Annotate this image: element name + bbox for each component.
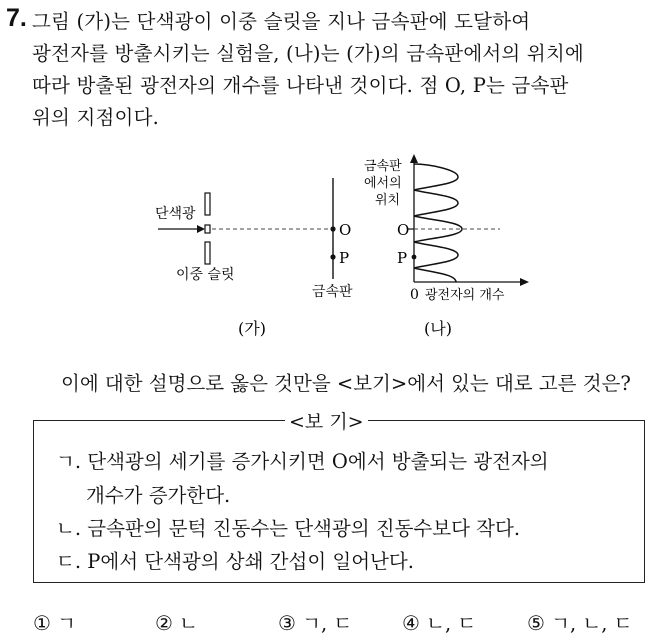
light-label: 단색광 — [155, 206, 196, 222]
choice-text: ㄴ, ㄷ — [426, 612, 477, 635]
bogi-title: <보 기> — [285, 407, 368, 434]
choice-5[interactable] — [527, 608, 632, 636]
slit-barrier-bottom — [205, 242, 210, 264]
x-axis-arrow — [520, 278, 529, 286]
y-label-line-3: 위치 — [375, 193, 401, 208]
bogi-item-text: P에서 단색광의 상쇄 간섭이 일어난다. — [87, 550, 414, 573]
point-o-dot — [330, 226, 335, 231]
question-line-4: 위의 지점이다. — [32, 106, 160, 129]
na-point-p-dot — [412, 255, 417, 260]
slit-barrier-top — [205, 193, 210, 215]
figure-na — [364, 154, 529, 338]
question-number: 7. — [6, 4, 27, 32]
question-line-2: 광전자를 방출시키는 실험을, (나)는 (가)의 금속판에서의 위치에 — [32, 42, 584, 65]
point-p-dot — [330, 254, 335, 259]
question-line-3: 따라 방출된 광전자의 개수를 나타낸 것이다. 점 O, P는 금속판 — [32, 74, 569, 97]
bogi-item-2 — [56, 513, 520, 541]
choice-text: ㄱ — [57, 612, 76, 635]
question-prompt: 이에 대한 설명으로 옳은 것만을 <보기>에서 있는 대로 고른 것은? — [61, 372, 631, 395]
bogi-item-marker: ㄴ. — [56, 517, 82, 540]
y-axis-arrow — [410, 154, 418, 163]
figure-ga — [155, 178, 353, 338]
choice-number: ② — [155, 611, 173, 635]
bogi-item-marker: ㄷ. — [56, 550, 82, 573]
bogi-item-text: 금속판의 문턱 진동수는 단색광의 진동수보다 작다. — [87, 517, 521, 540]
choice-3[interactable] — [278, 608, 352, 636]
light-arrow-head — [197, 225, 205, 233]
choice-text: ㄱ, ㄷ — [302, 612, 353, 635]
na-point-p-label: P — [397, 249, 408, 267]
point-o-label: O — [339, 221, 352, 239]
bogi-item-text: 단색광의 세기를 증가시키면 O에서 방출되는 광전자의 — [87, 450, 549, 473]
bogi-item-1-continued: 개수가 증가한다. — [86, 484, 231, 507]
bogi-item-1 — [56, 446, 549, 474]
caption-na: (나) — [424, 319, 452, 338]
choice-2[interactable] — [155, 608, 198, 636]
bogi-item-3 — [56, 546, 414, 574]
na-point-o-label: O — [397, 221, 410, 239]
choice-number: ⑤ — [527, 611, 545, 635]
choice-4[interactable] — [402, 608, 476, 636]
y-label-line-1: 금속판 — [364, 159, 402, 174]
origin-label: 0 — [410, 287, 419, 303]
slit-barrier-middle — [205, 225, 210, 233]
choice-number: ① — [33, 611, 51, 635]
caption-ga: (가) — [238, 319, 266, 338]
plate-label: 금속판 — [312, 284, 353, 300]
choice-text: ㄴ — [179, 612, 198, 635]
x-axis-label: 광전자의 개수 — [425, 288, 505, 303]
bogi-item-marker: ㄱ. — [56, 450, 82, 473]
choice-number: ④ — [402, 611, 420, 635]
y-label-line-2: 에서의 — [364, 176, 402, 191]
interference-curve — [414, 164, 462, 282]
point-p-label: P — [339, 249, 350, 267]
choice-1[interactable] — [33, 608, 76, 636]
slit-label: 이중 슬릿 — [176, 267, 235, 283]
choice-text: ㄱ, ㄴ, ㄷ — [551, 612, 633, 635]
question-line-1: 그림 (가)는 단색광이 이중 슬릿을 지나 금속판에 도달하여 — [32, 10, 531, 33]
choice-number: ③ — [278, 611, 296, 635]
